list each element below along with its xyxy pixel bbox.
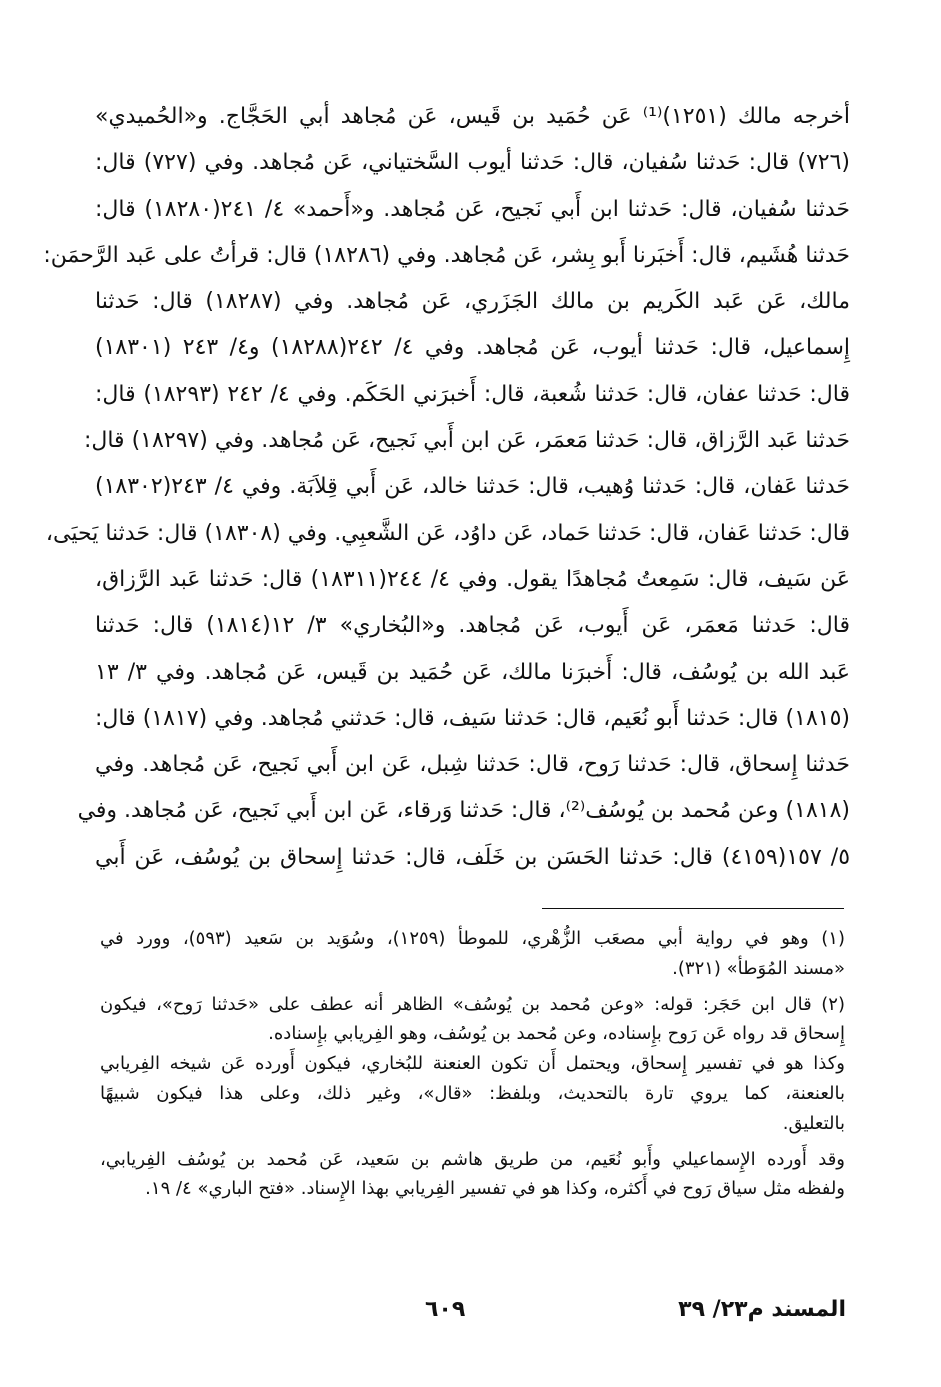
text-line: حَدثنا سُفيان، قال: حَدثنا ابن أَبي نَجيح، عَن مُجاهد. و«أَحمد» ٤/ ٢٤١(١٨٢٨٠) قال: [95,196,851,222]
page-number: ٦٠٩ [425,1297,466,1322]
text-line: قال: حَدثنا مَعمَر، عَن أَيوب، عَن مُجاهد. و«البُخاري» ٣/ ١٢(١٨١٤) قال: حَدثنا [95,613,850,639]
footnote-line: بالتعليق. [782,1112,845,1134]
volume-signature: المسند م٢٣/ ٣٩ [678,1297,846,1322]
footnote-line: (١) وهو في رواية أبي مصعَب الزُّهْري، للموطأ (١٢٥٩)، وسُوَيد بن سَعيد (٥٩٣)، وورد في [100,928,845,949]
footnote-line: «مسند المُوَطأ» (٣٢١). [672,957,845,979]
text-line: حَدثنا عَفان، قال: حَدثنا وُهيب، قال: حَدثنا خالد، عَن أَبي قِلاَبَة. وفي ٤/ ٢٤٣(١٨٣٠٢) [95,474,851,500]
footnote-line: (٢) قال ابن حَجَر: قوله: «وعن مُحمد بن يُوسُف» الظاهر أنه عطف على «حَدثنا رَوح»، فيكون [100,993,845,1015]
text-line: حَدثنا هُشَيم، قال: أَخبَرنا أَبو بِشر، عَن مُجاهد. وفي (١٨٢٨٦) قال: قرأتُ على عَبد الرَّحمَن: [43,242,850,268]
footnote-line: وكذا هو في تفسير إِسحاق، ويحتمل أَن تكون العنعنة للبُخاري، فيكون أَورده عَن شيخه الفِريابي [100,1053,845,1075]
footnote-line: ولفظه مثل سياق رَوح في أَكثره، وكذا هو في تفسير الفِريابي بهذا الإِسناد. «فتح الباري» ٤/ ١٩. [145,1178,845,1200]
footnote-2 [100,990,845,1139]
main-text [43,94,851,894]
footnote-line: وقد أَورده الإِسماعيلي وأَبو نُعَيم، من طريق هاشم بن سَعيد، عَن مُحمد بن يُوسُف الفِريابي، [100,1148,845,1170]
text-line: (٧٢٦) قال: حَدثنا سُفيان، قال: حَدثنا أيوب السَّختياني، عَن مُجاهد. وفي (٧٢٧) قال: [95,150,850,176]
text-line: (١٨١٨) وعن مُحمد بن يُوسُف⁽²⁾، قال: حَدثنا وَرقاء، عَن ابن أَبي نَجيح، عَن مُجاهد. وفي [77,798,850,824]
text-line: قال: حَدثنا عَفان، قال: حَدثنا حَماد، عَن داوُد، عَن الشَّعبِي. وفي (١٨٣٠٨) قال: حَدثنا يَحيَى، [45,520,850,546]
footnote-1 [100,924,845,984]
text-line: حَدثنا إِسحاق، قال: حَدثنا رَوح، قال: حَدثنا شِبل، عَن ابن أَبي نَجيح، عَن مُجاهد. وفي [95,752,850,778]
text-line: قال: حَدثنا عفان، قال: حَدثنا شُعبة، قال: أَخبرَني الحَكَم. وفي ٤/ ٢٤٢ (١٨٢٩٣) قال: [95,381,851,407]
text-line: إِسماعيل، قال: حَدثنا أيوب، عَن مُجاهد. وفي ٤/ ٢٤٢(١٨٢٨٨) و٤/ ٢٤٣ (١٨٣٠١) [95,335,851,361]
footnotes [100,924,845,1274]
text-line: مالك، عَن عَبد الكَريم بن مالك الجَزَري، عَن مُجاهد. وفي (١٨٢٨٧) قال: حَدثنا [95,289,850,315]
text-line: (١٨١٥) قال: حَدثنا أَبو نُعَيم، قال: حَدثنا سَيف، قال: حَدثني مُجاهد. وفي (١٨١٧) قال: [95,705,850,731]
text-line: حَدثنا عَبد الرَّزاق، قال: حَدثنا مَعمَر، عَن ابن أَبي نَجيح، عَن مُجاهد. وفي (١٨٢٩٧) قال: [83,428,850,454]
footnote-line: إِسحاق قد رواه عَن رَوح بإِسناده، وعن مُحمد بن يُوسُف، وهو الفِريابي بإِسناده. [268,1023,845,1045]
footnote-divider [542,908,844,909]
text-line: ٥/ ١٥٧(٤١٥٩) قال: حَدثنا الحَسَن بن خَلَف، قال: حَدثنا إِسحاق بن يُوسُف، عَن أَبي [95,844,851,870]
text-line: عَن سَيف، قال: سَمِعتُ مُجاهدًا يقول. وفي ٤/ ٢٤٤(١٨٣١١) قال: حَدثنا عَبد الرَّزاق، [95,566,850,592]
text-line: أخرجه مالك (١٢٥١)⁽¹⁾ عَن حُمَيد بن قَيس، عَن مُجاهد أبي الحَجَّاج. و«الحُميدي» [95,104,850,129]
text-line: عَبد الله بن يُوسُف، قال: أَخبرَنا مالك، عَن حُمَيد بن قَيس، عَن مُجاهد. وفي ٣/ ١٣ [95,659,851,685]
footnote-line: بالعنعنة، كما يروي تارة بالتحديث، وبلفظ: «قال»، وغير ذلك، وعلى هذا فيكون شبيهًا [100,1082,845,1104]
footnote-2-continuation [100,1145,845,1205]
